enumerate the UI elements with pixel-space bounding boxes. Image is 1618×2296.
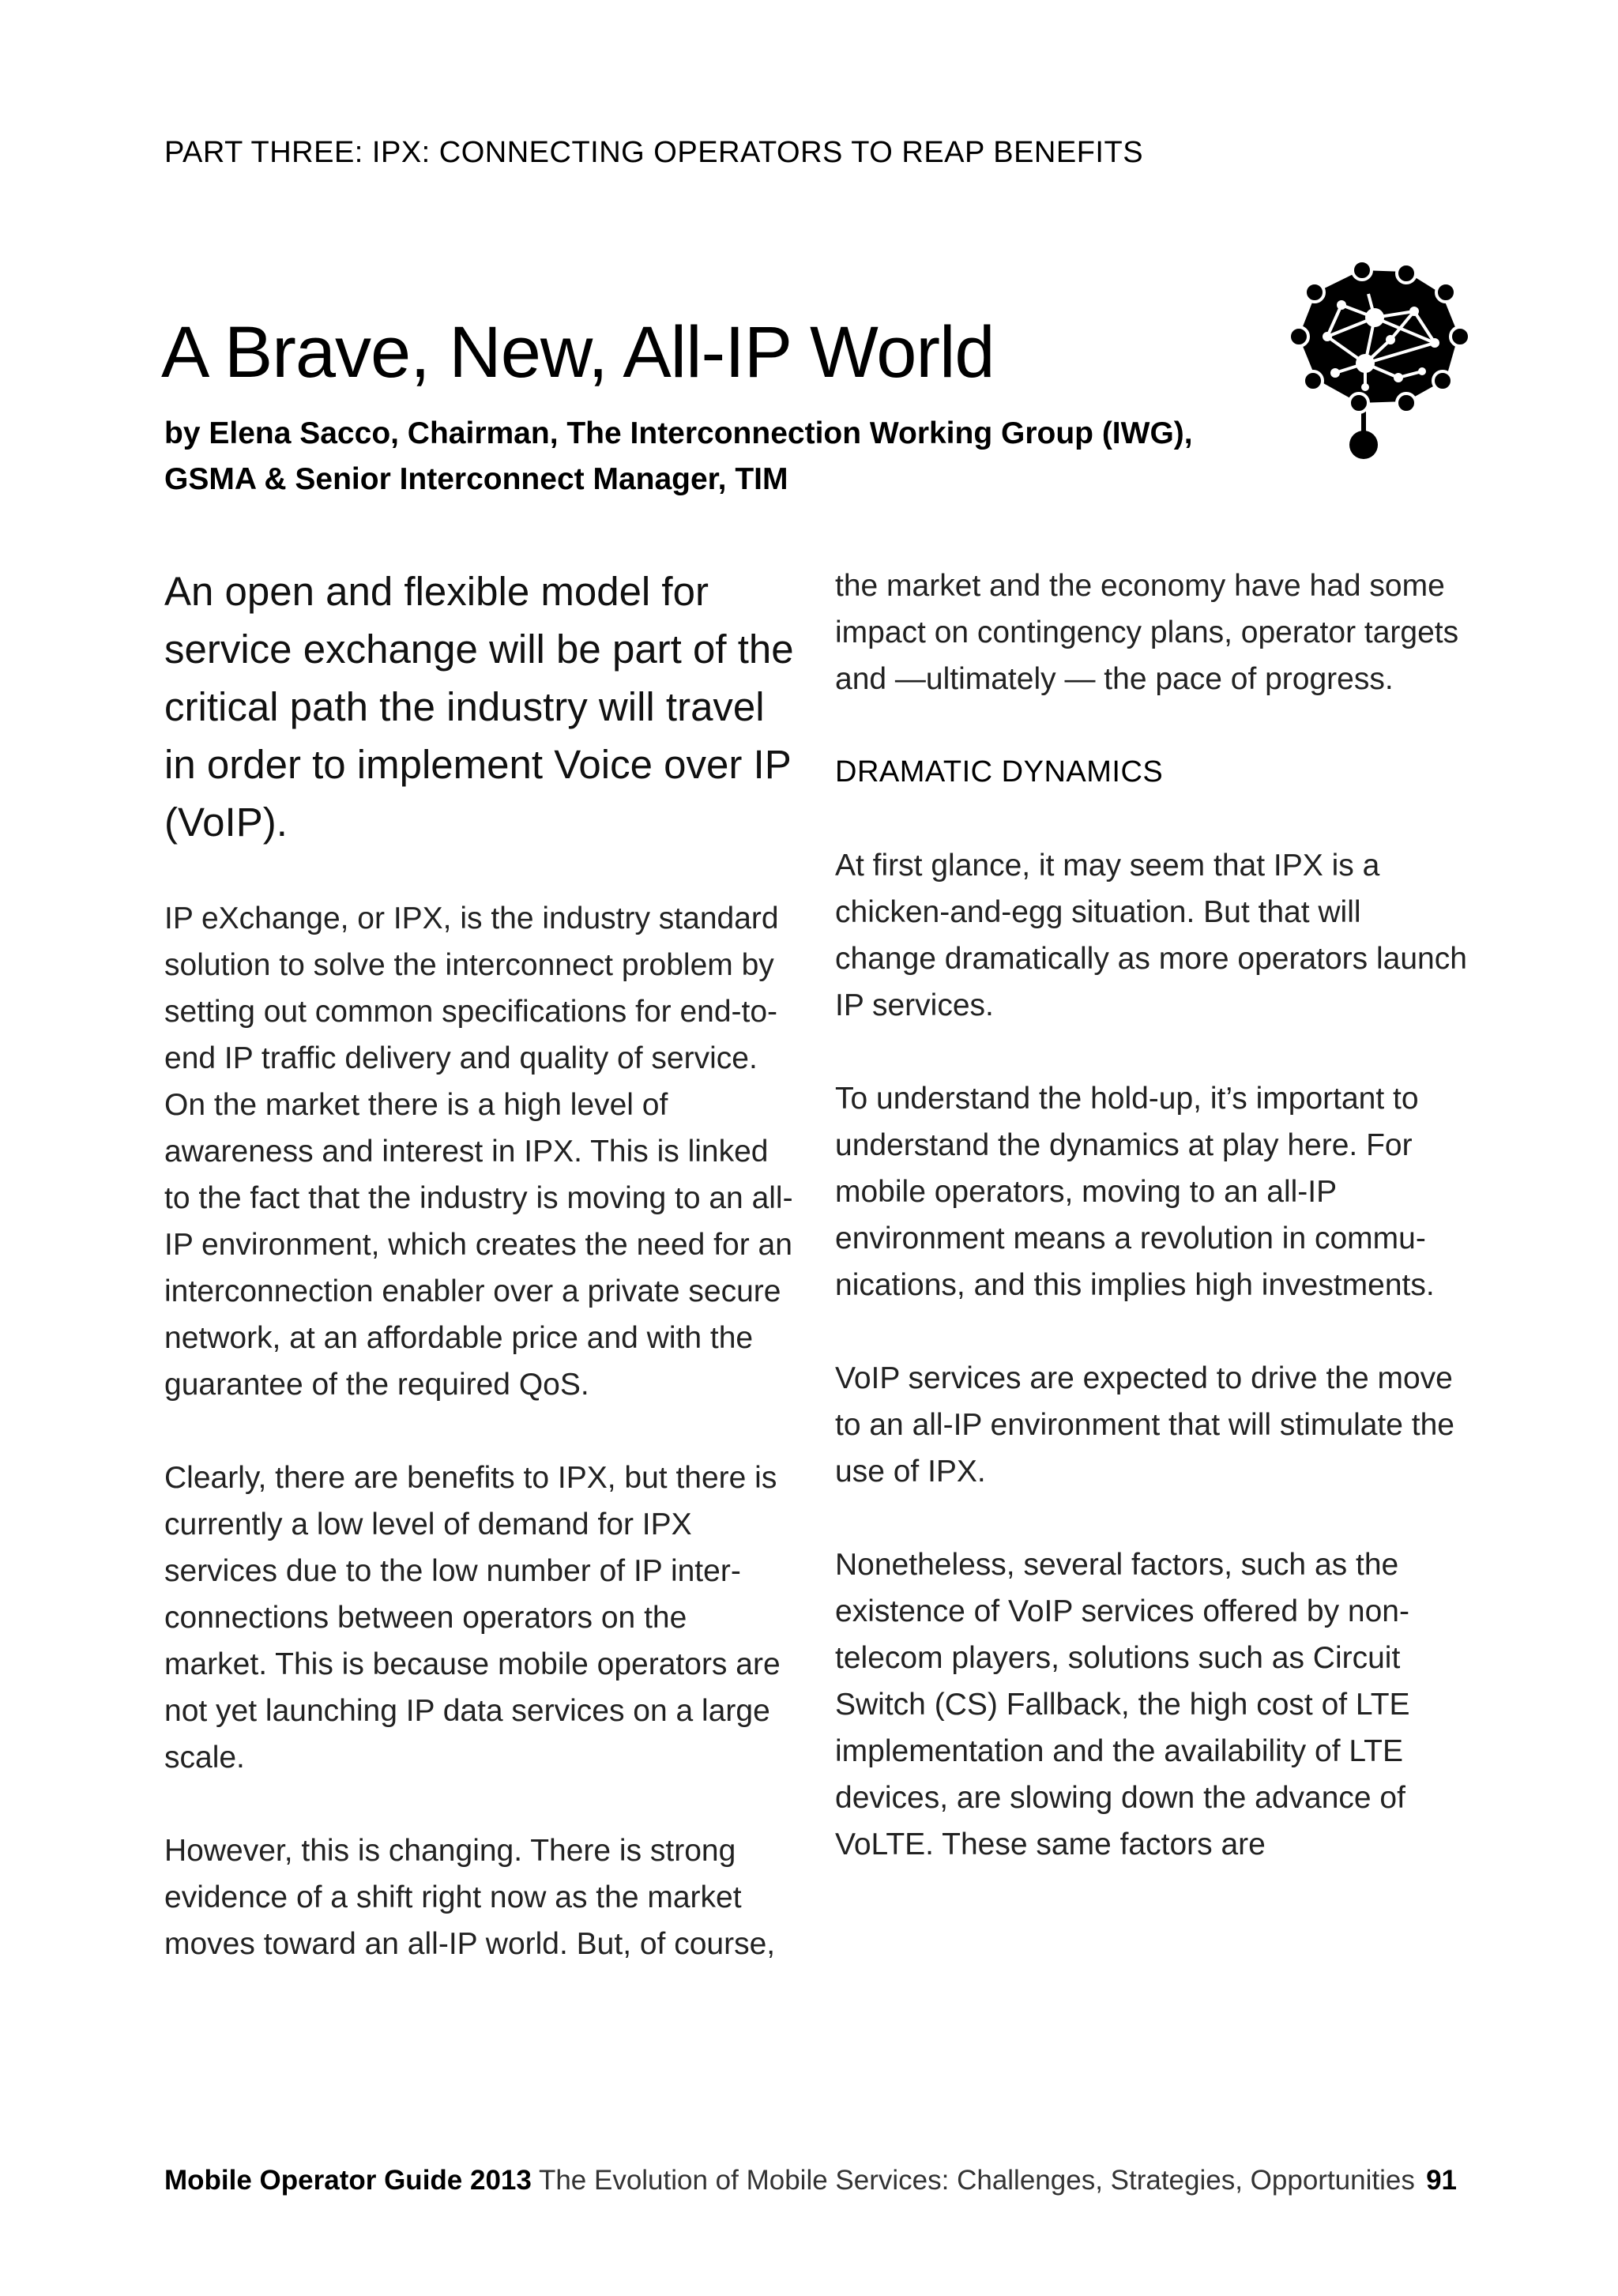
section-label: PART THREE: IPX: CONNECTING OPERATORS TO REAP BENEFITS — [164, 136, 1144, 169]
body-paragraph: VoIP services are expected to drive the move to an all-IP environment that will stimulate the use of IPX. — [835, 1361, 1454, 1489]
right-column — [835, 563, 1467, 1914]
body-paragraph: IP eXchange, or IPX, is the industry standard solution to solve the interconnect problem by setting out common specifications for end-to-end IP traffic delivery and quality of service. On the market there is a high level of awareness and interest in IPX. This is linked to the fact that the industry is moving to an all-IP environment, which creates the need for an interconnection enabler over a private secure network, at an affordable price and with the guarantee of the required QoS. — [164, 901, 793, 1402]
byline — [164, 411, 1286, 502]
footer — [164, 2165, 1415, 2196]
page-number: 91 — [1426, 2165, 1457, 2196]
byline-line-1: by Elena Sacco, Chairman, The Interconnection Working Group (IWG), — [164, 416, 1193, 450]
article-title: A Brave, New, All-IP World — [161, 312, 995, 393]
logo-foot-node — [1349, 431, 1378, 459]
lead-paragraph: An open and flexible model for service exchange will be part of the critical path the industry will travel in order to implement Voice over IP (VoIP). — [164, 569, 794, 845]
body-paragraph: At first glance, it may seem that IPX is a chicken-and-egg situation. But that will change dramatically as more operators launch IP services. — [835, 849, 1467, 1022]
footer-publication: Mobile Operator Guide 2013 — [164, 2165, 532, 2196]
body-paragraph: However, this is changing. There is strong evidence of a shift right now as the market moves toward an all-IP world. But, of course, — [164, 1834, 776, 1961]
body-paragraph: Nonetheless, several factors, such as the existence of VoIP services offered by non-telecom players, solutions such as Circuit Switch (CS) Fallback, the high cost of LTE implementation and the availability of LTE devices, are slowing down the advance of VoLTE. These same factors are — [835, 1548, 1410, 1861]
body-paragraph: Clearly, there are benefits to IPX, but there is currently a low level of demand for IPX services due to the low number of IP inter-connections between operators on the market. This is because mobile operators are not yet launching IP data services on a large scale. — [164, 1461, 781, 1775]
left-column — [164, 563, 796, 2014]
network-globe-icon — [1280, 261, 1477, 474]
footer-subtitle: The Evolution of Mobile Services: Challenges, Strategies, Opportunities — [538, 2165, 1415, 2196]
subheading: DRAMATIC DYNAMICS — [835, 755, 1164, 789]
byline-line-2: GSMA & Senior Interconnect Manager, TIM — [164, 462, 788, 496]
body-paragraph: the market and the economy have had some impact on contingency plans, operator targets and —ultimately — the pace of progress. — [835, 569, 1459, 696]
body-paragraph: To understand the hold-up, it’s important to understand the dynamics at play here. For mobile operators, moving to an all-IP environment means a revolution in commu-nications, and this implies high investments. — [835, 1082, 1435, 1302]
